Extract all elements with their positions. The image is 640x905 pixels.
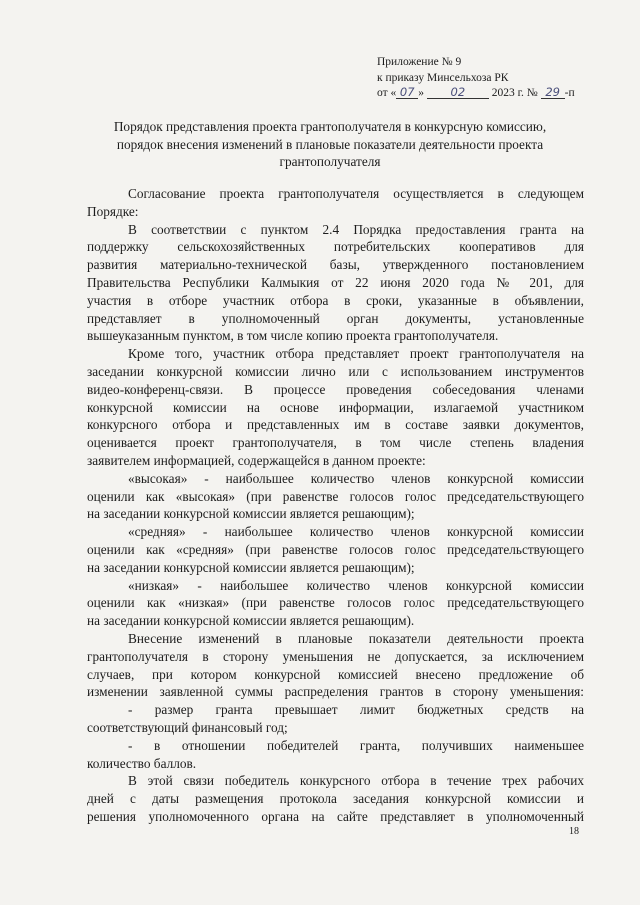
date-year: 2023 г. № [491, 87, 538, 99]
text-line: грантополучателя в сторону уменьшения не допускается, за исключением [87, 648, 584, 664]
text-line: на заседании конкурсной комиссии является решающим). [87, 613, 415, 629]
text-line: заявителем информацией, содержащейся в данном проекте: [87, 452, 426, 468]
appendix-header [377, 55, 575, 102]
text-line: участия в отборе участник отбора в сроки, указанные в объявлении, [87, 292, 584, 308]
text-line: случаев, при котором конкурсной комиссией внесено предложение об [87, 666, 584, 682]
text-line: количество баллов. [87, 755, 197, 771]
date-prefix: от « [377, 87, 397, 99]
text-line: Согласование проекта грантополучателя осуществляется в следующем [128, 186, 584, 201]
text-line: В соответствии с пунктом 2.4 Порядка предоставления гранта на [128, 221, 584, 237]
text-line: оценили как «высокая» (при равенстве голосов голос председательствующего [87, 488, 584, 504]
text-line: Кроме того, участник отбора представляет проект грантополучателя на [128, 346, 584, 362]
text-line: оценили как «средняя» (при равенстве голосов голос председательствующего [87, 541, 584, 557]
text-line: развития материально-технической базы, утвержденного постановлением [87, 257, 584, 273]
document-title [70, 118, 590, 171]
text-line: «низкая» - наибольшее количество членов конкурсной комиссии [128, 577, 584, 593]
date-quote-close: » [418, 87, 424, 99]
text-line: дней с даты размещения протокола заседания конкурсной комиссии и [87, 791, 584, 807]
title-line: порядок внесения изменений в плановые показатели деятельности проекта [116, 136, 544, 152]
text-line: видео-конференц-связи. В процессе проведения собеседования членами [87, 381, 584, 397]
document-body [87, 185, 584, 826]
text-line: оценивается проект грантополучателя, в том числе степень владения [87, 435, 584, 451]
page-number: 18 [569, 826, 579, 837]
text-line: представляет в уполномоченный орган документы, установленные [87, 310, 584, 326]
handwritten-order-number: 29 [541, 86, 565, 99]
handwritten-month: 02 [427, 86, 489, 99]
text-line: В этой связи победитель конкурсного отбора в течение трех рабочих [128, 773, 584, 789]
appendix-date-line [377, 86, 575, 102]
text-line: Порядке: [87, 203, 139, 219]
text-line: конкурсного отбора и представленных им в составе заявки документов, [87, 417, 584, 433]
text-line: - размер гранта превышает лимит бюджетных средств на [128, 702, 584, 718]
text-line: поддержку сельскохозяйственных потребительских кооперативов для [87, 239, 584, 255]
title-line: грантополучателя [279, 154, 381, 170]
text-line: «средняя» - наибольшее количество членов конкурсной комиссии [128, 524, 584, 540]
text-line: изменении заявленной суммы распределения грантов в сторону уменьшения: [87, 684, 584, 700]
text-line: вышеуказанным пунктом, в том числе копию проекта грантополучателя. [87, 328, 499, 344]
text-line: «высокая» - наибольшее количество членов конкурсной комиссии [128, 470, 584, 486]
text-line: - в отношении победителей гранта, получивших наименьшее [128, 737, 584, 753]
appendix-number: Приложение № 9 [377, 56, 462, 68]
order-suffix: -п [564, 87, 575, 99]
text-line: на заседании конкурсной комиссии является решающим); [87, 559, 415, 575]
appendix-order-ref: к приказу Минсельхоза РК [377, 71, 509, 84]
handwritten-day: 07 [396, 86, 418, 99]
text-line: оценили как «низкая» (при равенстве голосов голос председательствующего [87, 595, 584, 611]
text-line: на заседании конкурсной комиссии является решающим); [87, 506, 415, 522]
text-line: соответствующий финансовый год; [87, 719, 288, 735]
text-line: заседании конкурсной комиссии лично или с использованием инструментов [87, 363, 584, 379]
text-line: решения уполномоченного органа на сайте представляет в уполномоченный [87, 808, 584, 824]
title-line: Порядок представления проекта грантополучателя в конкурсную комиссию, [113, 119, 547, 134]
text-line: Внесение изменений в плановые показатели деятельности проекта [128, 630, 584, 646]
text-line: конкурсной комиссии на основе информации, излагаемой участником [87, 399, 584, 415]
text-line: Правительства Республики Калмыкия от 22 июня 2020 года № 201, для [87, 274, 584, 290]
